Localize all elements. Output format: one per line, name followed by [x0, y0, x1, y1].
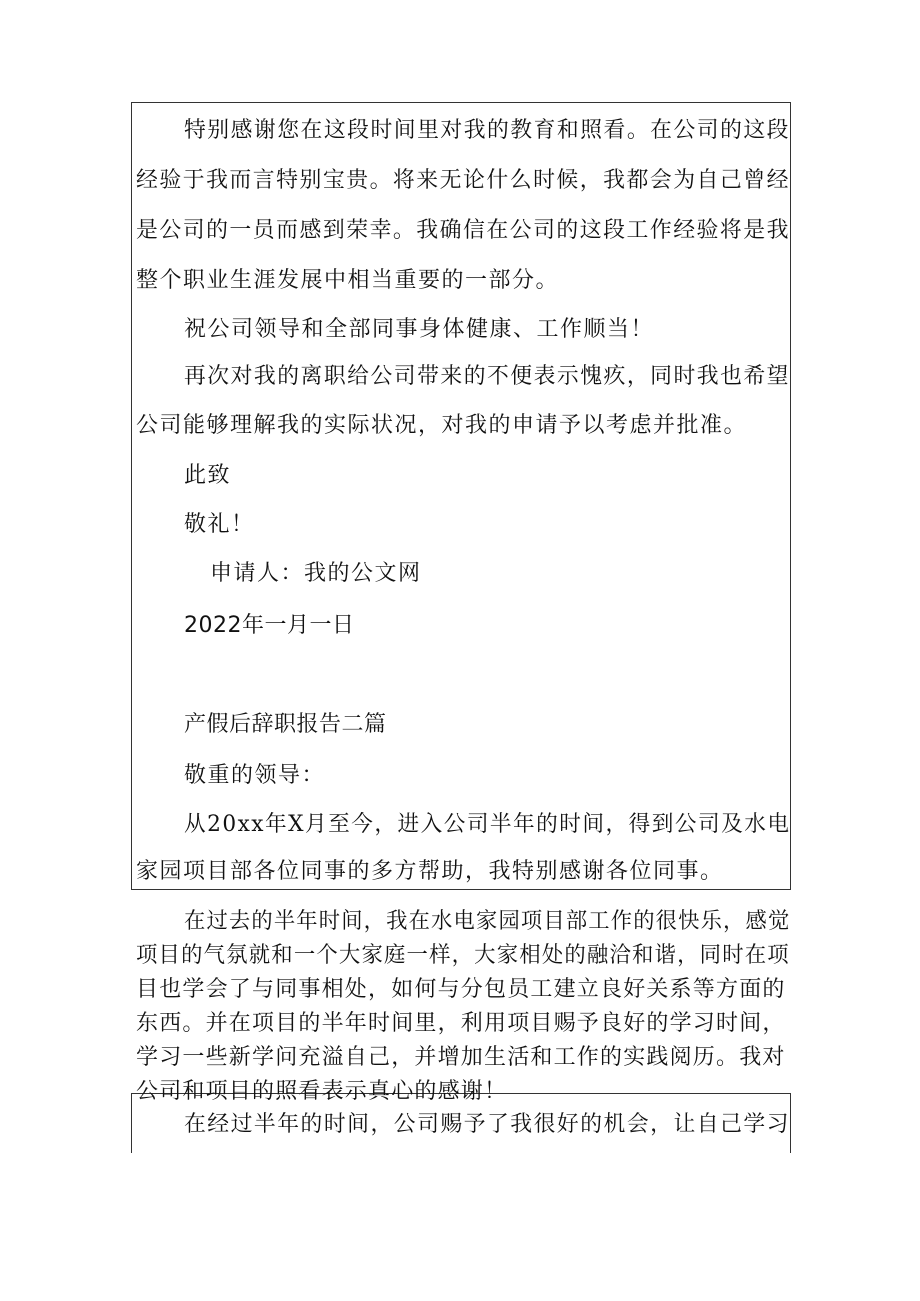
wishes-line: 祝公司领导和全部同事身体健康、工作顺当！ [184, 317, 655, 342]
paragraph-1-line-3: 是公司的一员而感到荣幸。我确信在公司的这段工作经验将是我 [136, 218, 791, 243]
paragraph-3-line-2: 公司能够理解我的实际状况，对我的申请予以考虑并批准。 [136, 413, 748, 438]
section-title: 产假后辞职报告二篇 [184, 712, 387, 737]
paragraph-3-line-1: 再次对我的离职给公司带来的不便表示愧疚，同时我也希望 [184, 364, 791, 389]
paragraph-5-line-2: 项目的气氛就和一个大家庭一样，大家相处的融洽和谐，同时在项 [136, 943, 790, 968]
paragraph-5-line-1: 在过去的半年时间，我在水电家园项目部工作的很快乐，感觉 [184, 909, 791, 934]
applicant-line: 申请人：我的公文网 [210, 561, 422, 586]
paragraph-1-line-4: 整个职业生涯发展中相当重要的一部分。 [136, 268, 560, 293]
paragraph-5-line-6: 公司和项目的照看表示真心的感谢！ [136, 1079, 508, 1104]
paragraph-4-line-2: 家园项目部各位同事的多方帮助，我特别感谢各位同事。 [136, 859, 724, 884]
paragraph-6-line-1: 在经过半年的时间，公司赐予了我很好的机会，让自己学习 [184, 1112, 791, 1137]
paragraph-4-line-1: 从20xx年X月至今，进入公司半年的时间，得到公司及水电 [184, 812, 791, 837]
paragraph-5-line-3: 目也学会了与同事相处，如何与分包员工建立良好关系等方面的 [136, 977, 786, 1002]
paragraph-5-line-5: 学习一些新学问充溢自己，并增加生活和工作的实践阅历。我对 [136, 1045, 786, 1070]
date-line: 2022年一月一日 [184, 613, 355, 638]
closing-ci-zhi: 此致 [184, 463, 232, 488]
closing-jing-li: 敬礼！ [184, 512, 255, 537]
paragraph-5-line-4: 东西。并在项目的半年时间里，利用项目赐予良好的学习时间， [136, 1011, 786, 1036]
paragraph-1-line-1: 特别感谢您在这段时间里对我的教育和照看。在公司的这段 [184, 118, 791, 143]
greeting-line: 敬重的领导： [184, 763, 326, 788]
paragraph-1-line-2: 经验于我而言特别宝贵。将来无论什么时候，我都会为自己曾经 [136, 168, 791, 193]
